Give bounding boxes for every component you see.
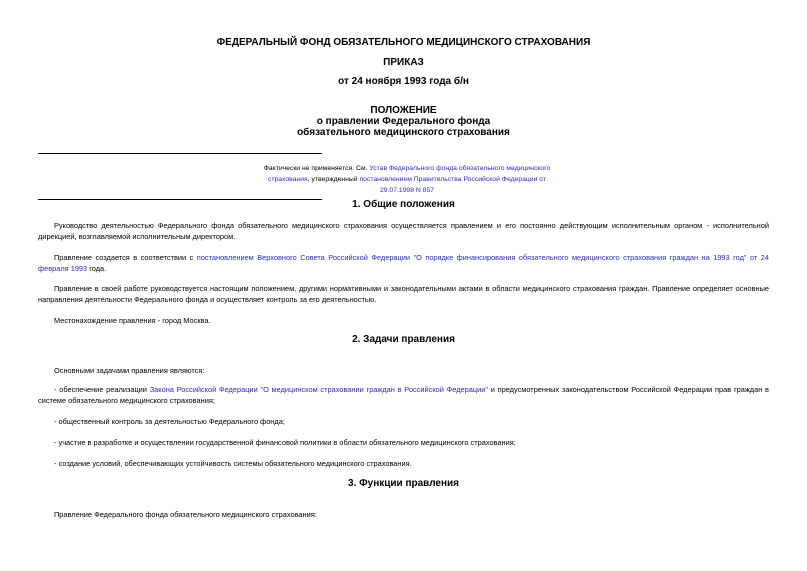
divider-top	[38, 153, 322, 154]
paragraph	[38, 252, 769, 274]
paragraph: Правление Федерального фонда обязательного медицинского страхования:	[54, 510, 317, 519]
list-item-text: - обеспечение реализации	[54, 385, 150, 394]
org-heading: ФЕДЕРАЛЬНЫЙ ФОНД ОБЯЗАТЕЛЬНОГО МЕДИЦИНСКОГО СТРАХОВАНИЯ	[216, 37, 591, 48]
doc-subtitle-line1: о правлении Федерального фонда	[316, 116, 491, 127]
section-3-title: 3. Функции правления	[347, 478, 459, 489]
doc-date: от 24 ноября 1993 года б/н	[338, 76, 469, 87]
applicability-note	[262, 163, 552, 196]
paragraph: Основными задачами правления являются:	[54, 366, 205, 375]
list-item	[38, 384, 769, 406]
section-1-title: 1. Общие положения	[352, 199, 455, 210]
paragraph-text-end: года.	[87, 264, 107, 273]
list-item-text-end: и предусмотренных законодательством Российской Федерации прав граждан в системе обязательного медицинского страхования;	[38, 385, 769, 405]
section-2-title: 2. Задачи правления	[352, 334, 455, 345]
supreme-council-decree-link[interactable]: постановлением Верховного Совета Российской Федерации "О порядке финансирования обязательного медицинского страхования граждан на 1993 год" от 24 февраля 1993	[38, 253, 769, 273]
list-item: - создание условий, обеспечивающих устойчивость системы обязательного медицинского страхования.	[54, 459, 412, 468]
list-item: - участие в разработке и осуществлении государственной финансовой политики в области обязательного медицинского страхования;	[54, 438, 516, 447]
doc-title: ПОЛОЖЕНИЕ	[370, 105, 437, 116]
paragraph: Руководство деятельностью Федерального фонда обязательного медицинского страхования осуществляется правлением и его постоянно действующим исполнительным органом - исполнительной дирекцией, возглавляемой исполнительным директором.	[38, 221, 769, 241]
doc-subtitle-line2: обязательного медицинского страхования	[297, 127, 510, 138]
paragraph-text: Правление создается в соответствии с	[54, 253, 197, 262]
paragraph: Местонахождение правления - город Москва.	[54, 316, 211, 325]
decree-link[interactable]: постановлением Правительства Российской Федерации от 29.07.1998 N 857	[359, 176, 546, 194]
paragraph: Правление в своей работе руководствуется настоящим положением, другими нормативными и законодательными актами в области медицинского страхования граждан. Правление определяет основные направления деятельности Федерального фонда и осуществляет контроль за его деятельностью.	[38, 284, 769, 304]
charter-link[interactable]: Устав Федерального фонда обязательного медицинского страхования	[267, 165, 551, 183]
note-text-mid: , утвержденный	[307, 176, 360, 183]
doc-type: ПРИКАЗ	[383, 57, 424, 68]
note-text: Фактически не применяется. См.	[263, 165, 370, 172]
insurance-law-link[interactable]: Закона Российской Федерации "О медицинском страховании граждан в Российской Федерации"	[149, 385, 488, 394]
list-item: - общественный контроль за деятельностью Федерального фонда;	[54, 417, 285, 426]
